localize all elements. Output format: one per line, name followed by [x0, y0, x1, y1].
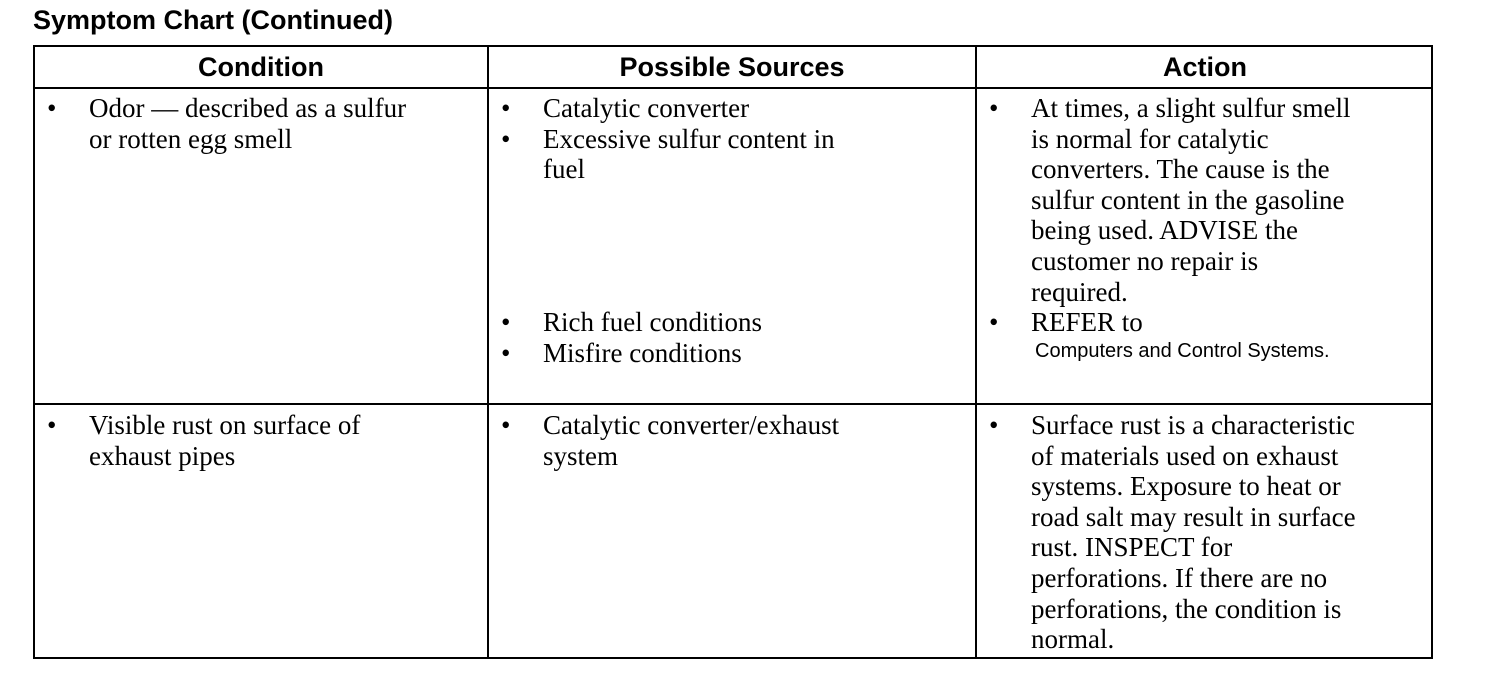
source-text: Catalytic converter [543, 93, 750, 123]
header-condition: Condition [198, 52, 324, 82]
header-action: Action [1163, 52, 1247, 82]
source-text: Misfire conditions [543, 337, 742, 368]
row-divider [35, 403, 1431, 405]
list-item [35, 93, 487, 154]
list-item [977, 410, 1433, 655]
symptom-table [33, 45, 1433, 659]
row1-condition-cell [35, 93, 487, 154]
source-text: Rich fuel conditions [543, 307, 762, 337]
row1-action-cell [977, 93, 1433, 364]
row2-condition-cell [35, 410, 487, 471]
row1-sources-cell-lower [489, 307, 975, 368]
condition-text: Visible rust on surface of exhaust pipes [89, 410, 361, 471]
header-possible-sources: Possible Sources [619, 52, 845, 82]
bullet: • [501, 337, 511, 368]
bullet: • [501, 123, 511, 154]
page-title: Symptom Chart (Continued) [33, 5, 393, 35]
action-reference: Computers and Control Systems. [1035, 339, 1330, 362]
bullet: • [501, 307, 511, 337]
row2-sources-cell [489, 410, 975, 471]
list-item [489, 93, 975, 124]
list-item [977, 93, 1433, 307]
row2-action-cell [977, 410, 1433, 655]
bullet: • [47, 93, 57, 123]
list-item [35, 410, 487, 471]
list-item [489, 410, 975, 471]
source-text: Catalytic converter/exhaust system [543, 410, 840, 471]
bullet: • [501, 410, 511, 440]
list-item [489, 124, 975, 185]
condition-text: Odor — described as a sulfur or rotten egg smell [89, 93, 407, 154]
row1-sources-cell [489, 93, 975, 185]
list-item [489, 338, 975, 369]
bullet: • [501, 93, 511, 123]
list-item [489, 307, 975, 338]
bullet: • [989, 93, 999, 123]
action-text: Surface rust is a characteristic of materials used on exhaust systems. Exposure to heat or road salt may result in surface rust. INSPECT for perforations. If there are no perforations, the condition is normal. [1031, 410, 1356, 655]
bullet: • [47, 410, 57, 440]
bullet: • [989, 307, 999, 338]
bullet: • [989, 410, 999, 440]
list-item [977, 307, 1433, 338]
source-text: Excessive sulfur content in fuel [543, 123, 835, 185]
action-text: REFER to [1031, 307, 1143, 338]
action-text: At times, a slight sulfur smell is normal for catalytic converters. The cause is the sulfur content in the gasoline being used. ADVISE the customer no repair is required. [1031, 93, 1351, 307]
